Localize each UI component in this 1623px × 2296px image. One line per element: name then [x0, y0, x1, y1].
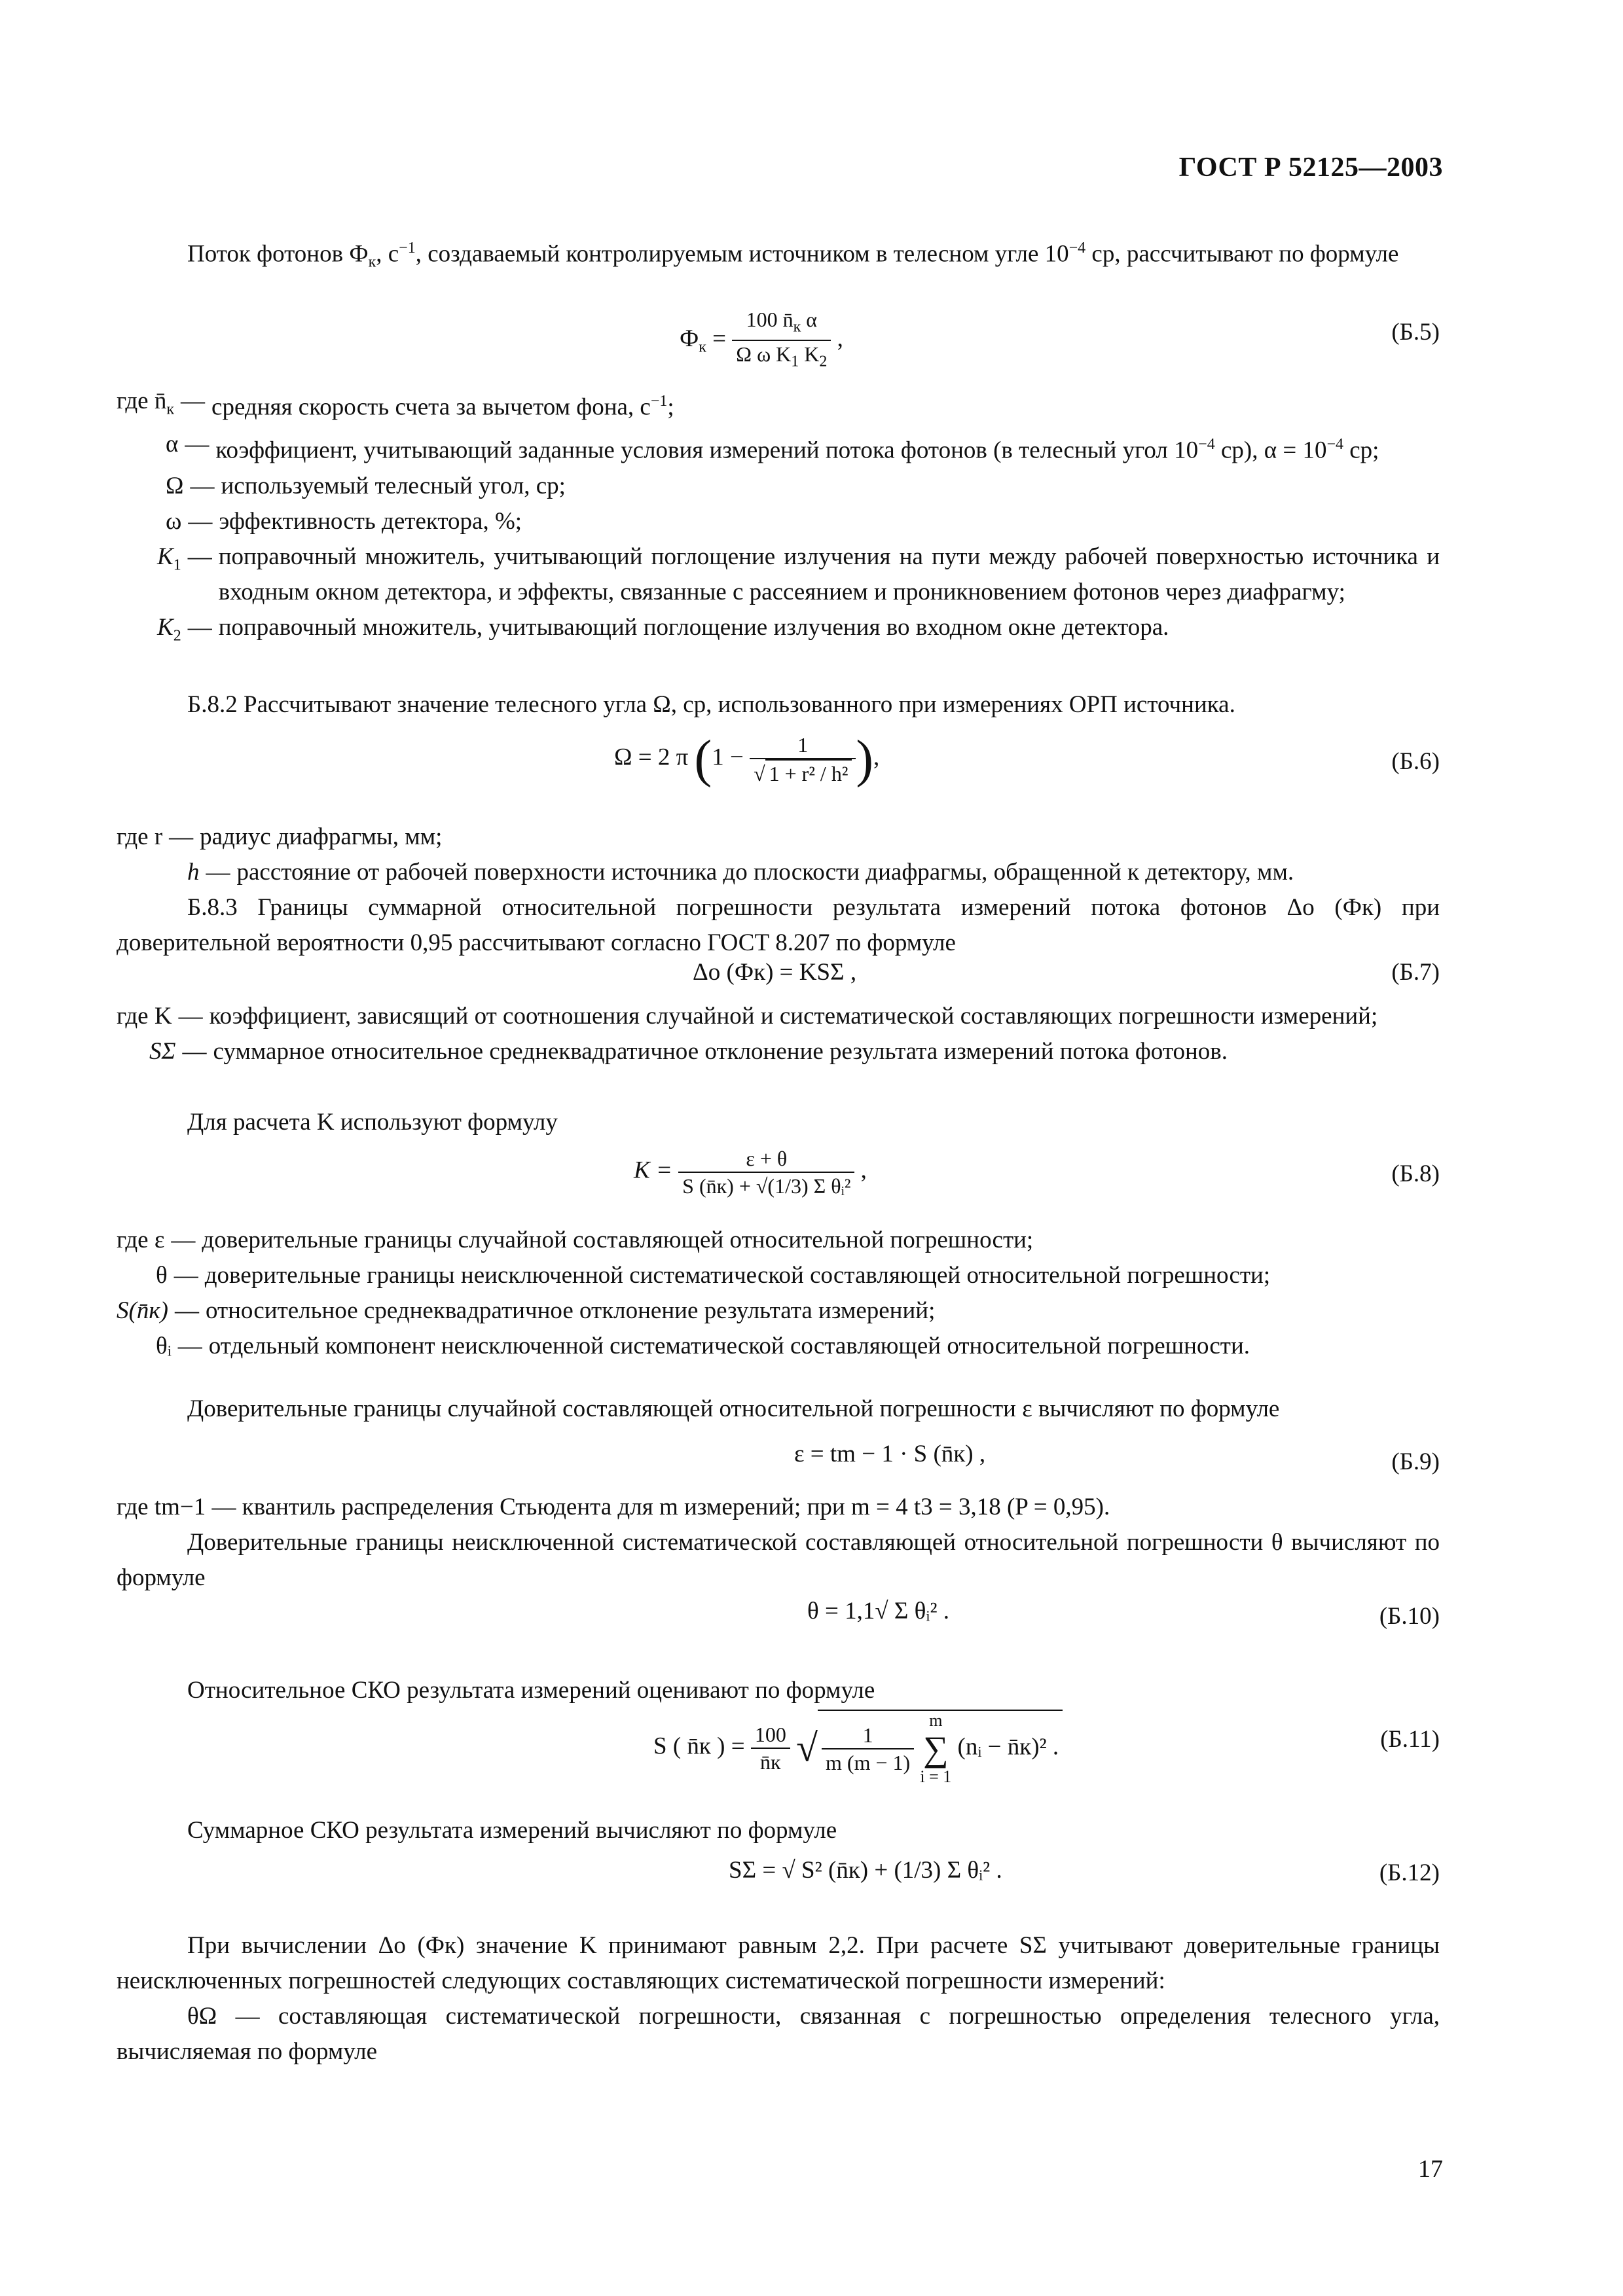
fraction: $\frac{1}{m (m - 1)}$ [822, 1722, 914, 1776]
theta-intro: Доверительные границы неисключенной систематической составляющей относительной погрешности θ вычисляют по формуле [117, 1529, 1440, 1591]
definition-item: где ε — доверительные границы случайной составляющей относительной погрешности; [117, 1227, 1034, 1253]
definition-item: α — коэффициент, учитывающий заданные условия измерений потока фотонов (в телесный угол $10^{-4}$ ср), $\alpha = 10^{-4}$ ср; [166, 431, 1379, 464]
equation-b8: K = $\frac{\varepsilon + \theta}{\text{S (n̄к) + √(1/3) Σ θᵢ²}}$ , (Б.8) [634, 1147, 1440, 1198]
definition-item: ω — эффективность детектора, %; [166, 507, 522, 535]
equation-number: (Б.8) [1391, 1160, 1440, 1187]
equation-number: (Б.9) [1391, 1448, 1440, 1475]
ssum-intro: Суммарное СКО результата измерений вычисляют по формуле [187, 1817, 837, 1844]
equation-number: (Б.10) [1379, 1603, 1440, 1630]
definition-item: где K — коэффициент, зависящий от соотношения случайной и систематической составляющих погрешности измерений; [117, 1003, 1378, 1030]
definition-item: $K_1$ — поправочный множитель, учитывающий поглощение излучения на пути между рабочей поверхностью источника и входным окном детектора, и эффекты, связанные с рассеянием и проникновением фотонов через диафрагму; [157, 543, 1440, 605]
equation-number: (Б.11) [1380, 1726, 1440, 1753]
definition-item: где $n̄_к$ — средняя скорость счета за вычетом фона, $с^{-1}$; [117, 387, 674, 421]
intro-paragraph: Поток фотонов $Ф_к$, $с^{-1}$, создаваемый контролируемым источником в телесном угле $10^{-4}$ ср, рассчитывают по формуле [187, 240, 1399, 271]
definitions-list-2 [117, 819, 1440, 890]
fraction: $\frac{100 n̄_к \alpha}{\Omega \omega K_1 K_2}$ [732, 306, 831, 375]
equation-number: (Б.5) [1391, 319, 1440, 346]
sko-intro: Относительное СКО результата измерений оценивают по формуле [187, 1677, 875, 1704]
epsilon-intro: Доверительные границы случайной составляющей относительной погрешности ε вычисляют по формуле [187, 1395, 1280, 1422]
equation-b9: ε = tm − 1 · S (n̄к) , (Б.9) [794, 1441, 1440, 1475]
summation: m ∑ i = 1 [920, 1711, 952, 1786]
equation-b6: Ω = 2 π (1 − $\frac{1}{\text{√ 1 + r² / h²}}$ ), (Б.6) [614, 730, 1440, 788]
equation-number: (Б.6) [1391, 748, 1440, 775]
equation-b11: S ( n̄к ) = $\frac{100}{n̄к}$ √ $\frac{1}{m (m - 1)}$ m ∑ i = 1 (nᵢ − n̄к)² . (Б.11) [653, 1711, 1440, 1786]
definition-item: SΣ — суммарное относительное среднеквадратичное отклонение результата измерений потока фотонов. [149, 1038, 1228, 1065]
fraction: $\frac{\varepsilon + \theta}{\text{S (n̄к) + √(1/3) Σ θᵢ²}}$ [678, 1145, 854, 1199]
page-number: 17 [1418, 2155, 1443, 2183]
definition-item: θᵢ — отдельный компонент неисключенной систематической составляющей относительной погрешности. [156, 1333, 1250, 1359]
student-quantile-text: где tm−1 — квантиль распределения Стьюдента для m измерений; при m = 4 t3 = 3,18 (P = 0,95). [117, 1494, 1110, 1520]
section-b83: Б.8.3 Границы суммарной относительной погрешности результата измерений потока фотонов Δо (Фк) при доверительной вероятности 0,95 рассчитывают согласно ГОСТ 8.207 по формуле [117, 894, 1440, 956]
equation-number: (Б.12) [1379, 1859, 1440, 1886]
definition-item: $K_2$ — поправочный множитель, учитывающий поглощение излучения во входном окне детектора. [157, 613, 1169, 645]
definition-item: S(n̄к) — относительное среднеквадратичное отклонение результата измерений; [117, 1297, 936, 1324]
equation-b12: SΣ = √ S² (n̄к) + (1/3) Σ θᵢ² . (Б.12) [729, 1857, 1440, 1886]
final-paragraph: При вычислении Δо (Фк) значение K принимают равным 2,2. При расчете SΣ учитывают доверительные границы неисключенных погрешностей следующих составляющих систематической погрешности измерений: [117, 1932, 1440, 1994]
intro-text: Поток фотонов Ф [187, 240, 369, 268]
definition-item: Ω — используемый телесный угол, ср; [166, 472, 566, 499]
fraction: $\frac{1}{\text{√ 1 + r² / h²}}$ [750, 732, 856, 787]
definitions-list-4 [117, 1223, 1440, 1364]
definition-item: h — расстояние от рабочей поверхности источника до плоскости диафрагмы, обращенной к детектору, мм. [187, 859, 1294, 886]
standard-header: ГОСТ Р 52125—2003 [1178, 152, 1443, 183]
equation-b7: Δо (Фк) = KSΣ , (Б.7) [693, 959, 1440, 986]
k-formula-intro: Для расчета K используют формулу [187, 1109, 558, 1136]
section-b82: Б.8.2 Рассчитывают значение телесного угла Ω, ср, использованного при измерениях ОРП источника. [187, 691, 1235, 718]
theta-omega-paragraph: θΩ — составляющая систематической погрешности, связанная с погрешностью определения телесного угла, вычисляемая по формуле [117, 2003, 1440, 2065]
fraction: $\frac{100}{n̄к}$ [751, 1721, 790, 1775]
definition-item: θ — доверительные границы неисключенной систематической составляющей относительной погрешности; [156, 1262, 1271, 1289]
equation-number: (Б.7) [1391, 959, 1440, 986]
equation-b5: $Ф_к$ = $\frac{100 n̄_к \alpha}{\Omega \omega K_1 K_2}$ , (Б.5) [117, 306, 1440, 372]
equation-b10: θ = 1,1√ Σ θᵢ² . (Б.10) [807, 1598, 1440, 1630]
definition-item: где r — радиус диафрагмы, мм; [117, 823, 443, 850]
definitions-list-1 [117, 384, 1440, 653]
definitions-list-3 [117, 999, 1440, 1069]
